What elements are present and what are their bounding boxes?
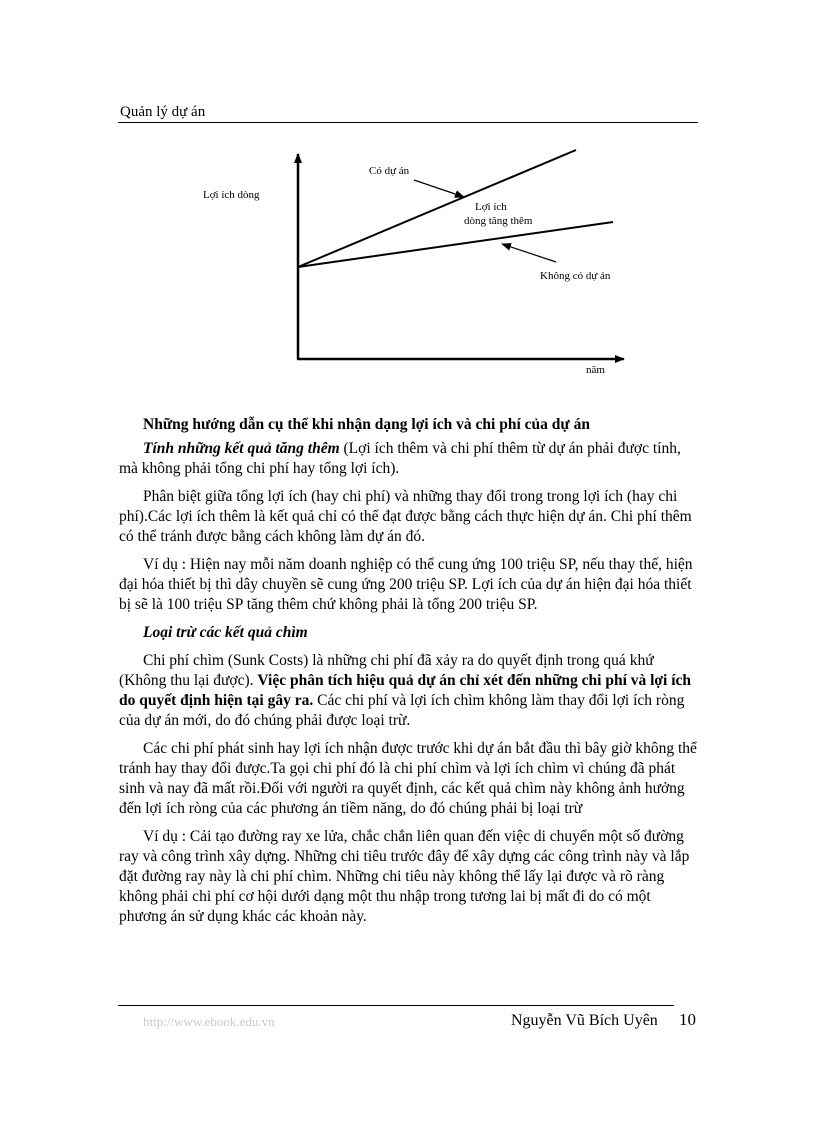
- with-project-pointer: [414, 180, 464, 197]
- incremental-label-line1: Lợi ích: [475, 201, 507, 213]
- page-number: 10: [679, 1010, 696, 1029]
- header-rule: [118, 122, 698, 123]
- paragraph-sunk-costs: Chi phí chìm (Sunk Costs) là những chi phí đã xảy ra do quyết định trong quá khứ (Không thu lại được). Việc phân tích hiệu quả dự án chỉ xét đến những chi phí và lợi ích do quyết định hiện tại gây ra. Các chi phí và lợi ích chìm không làm thay đổi lợi ích ròng của dự án mới, do đó chúng phải được loại trừ.: [119, 652, 692, 729]
- without-project-pointer: [502, 244, 556, 262]
- sunk-subheading: Loại trừ các kết quả chìm: [143, 624, 308, 641]
- incremental-subheading: Tính những kết quả tăng thêm: [143, 440, 340, 457]
- body-text: [119, 415, 697, 935]
- with-project-label: Có dự án: [369, 165, 410, 177]
- without-project-label: Không có dự án: [540, 270, 611, 282]
- paragraph-distinguish: Phân biệt giữa tổng lợi ích (hay chi phí) và những thay đổi trong trong lợi ích (hay chi phí).Các lợi ích thêm là kết quả chỉ có thể đạt được bằng cách thực hiện dự án. Chi phí thêm có thể tránh được bằng cách không làm dự án đó.: [119, 488, 692, 545]
- paragraph-example-2: Ví dụ : Cải tạo đường ray xe lửa, chắc chắn liên quan đến việc di chuyển một số đường ray và công trình xây dựng. Những chi tiêu trước đây để xây dựng các công trình này và lắp đặt đường ray này là chi phí chìm. Những chi tiêu này không thể lấy lại được và rõ ràng không phải chi phí cơ hội dưới dạng một thu nhập trong tương lai bị mất đi do có một phương án sử dụng khác các khoản này.: [119, 828, 690, 925]
- sunk-emphasis: Việc phân tích hiệu quả dự án chỉ xét đến những chi phí và lợi ích do quyết định hiện tại gây ra.: [119, 672, 692, 709]
- header-title: Quản lý dự án: [120, 104, 206, 120]
- x-axis-label: năm: [586, 364, 605, 376]
- with-project-line: [298, 150, 576, 267]
- footer-rule: [118, 1005, 674, 1006]
- y-axis-label: Lợi ích dòng: [203, 189, 260, 201]
- paragraph-sunk-explanation: Các chi phí phát sinh hay lợi ích nhận được trước khi dự án bắt đầu thì bây giờ không thể tránh hay thay đổi được.Ta gọi chi phí đó là chi phí chìm và lợi ích chìm vì chúng đã phát sinh và nay đã mất rồi.Đối với người ra quyết định, các kết quả chìm này không ảnh hưởng đến lợi ích ròng của các phương án tiềm năng, do đó chúng phải bị loại trừ: [119, 740, 697, 817]
- incremental-benefit-diagram: [0, 140, 816, 385]
- footer-author: Nguyễn Vũ Bích Uyên: [511, 1012, 658, 1029]
- footer-url: http://www.ebook.edu.vn: [143, 1014, 275, 1029]
- section-title: Những hướng dẫn cụ thể khi nhận dạng lợi ích và chi phí của dự án: [143, 416, 590, 433]
- incremental-label-line2: dòng tăng thêm: [464, 215, 533, 227]
- without-project-line: [298, 222, 613, 267]
- paragraph-example-1: Ví dụ : Hiện nay mỗi năm doanh nghiệp có thể cung ứng 100 triệu SP, nếu thay thế, hiện đại hóa thiết bị thì dây chuyền sẽ cung ứng 200 triệu SP. Lợi ích của dự án hiện đại hóa thiết bị sẽ là 100 triệu SP tăng thêm chứ không phải là tổng 200 triệu SP.: [119, 556, 693, 613]
- paragraph-incremental: Tính những kết quả tăng thêm (Lợi ích thêm và chi phí thêm từ dự án phải được tính, mà không phải tổng chi phí hay tổng lợi ích).: [119, 440, 681, 477]
